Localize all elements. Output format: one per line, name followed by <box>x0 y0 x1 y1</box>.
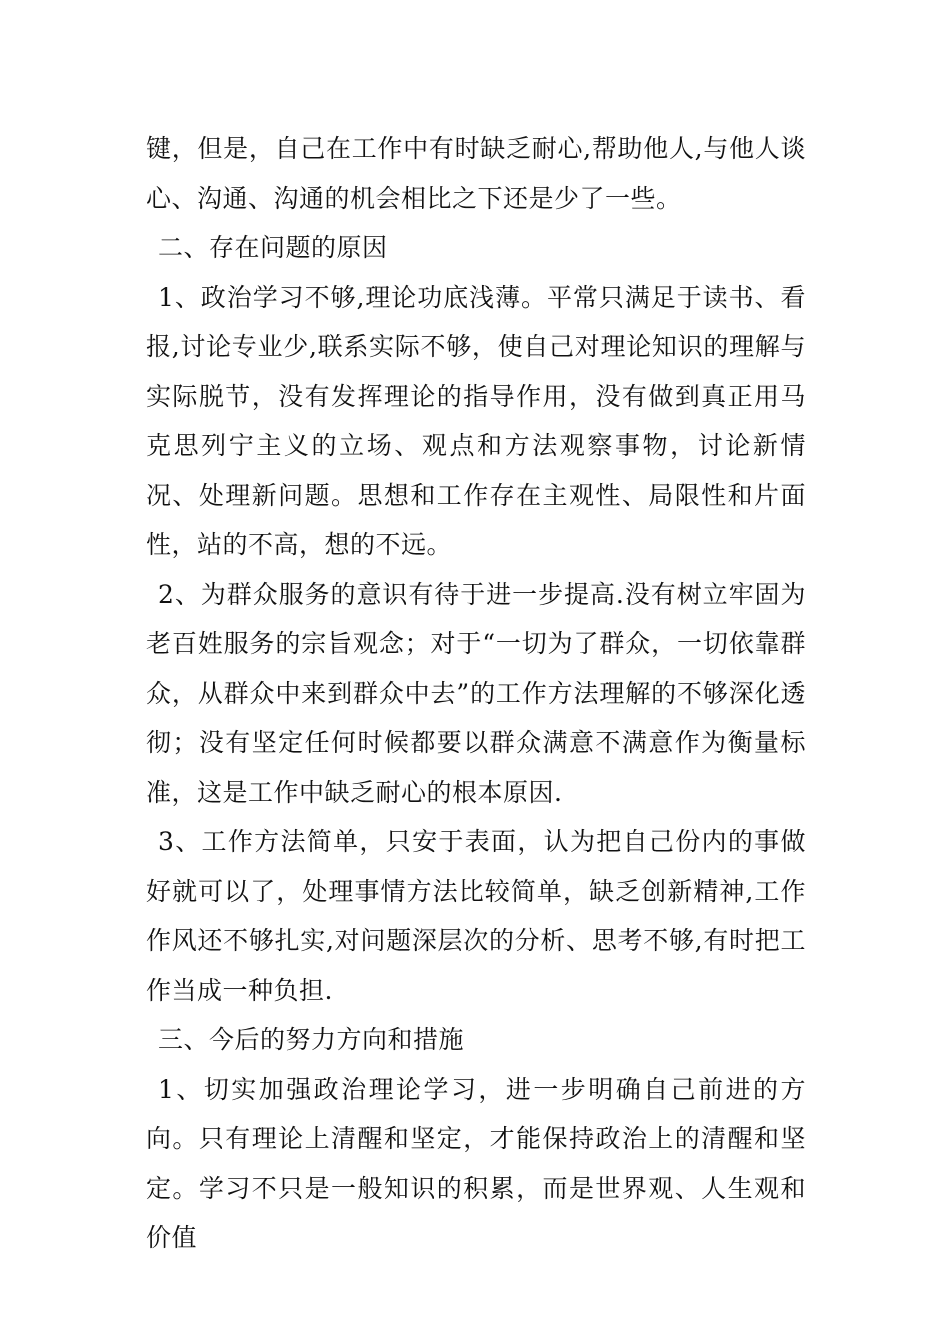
section-heading-causes: 二、存在问题的原因 <box>158 233 388 262</box>
paragraph-cause-3: 3、工作方法简单，只安于表面，认为把自己份内的事做好就可以了，处理事情方法比较简单，缺乏创新精神,工作作风还不够扎实,对问题深层次的分析、思考不够,有时把工作当成一种负担. <box>146 827 806 1005</box>
section-heading-measures: 三、今后的努力方向和措施 <box>158 1025 465 1054</box>
paragraph-continuation: 键，但是，自己在工作中有时缺乏耐心,帮助他人,与他人谈心、沟通、沟通的机会相比之下还是少了一些。 <box>146 134 806 213</box>
paragraph-measure-1: 1、切实加强政治理论学习，进一步明确自己前进的方向。只有理论上清醒和坚定，才能保持政治上的清醒和坚定。学习不只是一般知识的积累，而是世界观、人生观和价值 <box>146 1074 806 1252</box>
paragraph-cause-1: 1、政治学习不够,理论功底浅薄。平常只满足于读书、看报,讨论专业少,联系实际不够，使自己对理论知识的理解与实际脱节，没有发挥理论的指导作用，没有做到真正用马克思列宁主义的立场、观点和方法观察事物，讨论新情况、处理新问题。思想和工作存在主观性、局限性和片面性，站的不高，想的不远。 <box>146 282 806 559</box>
paragraph-cause-2: 2、为群众服务的意识有待于进一步提高.没有树立牢固为老百姓服务的宗旨观念；对于“一切为了群众，一切依靠群众，从群众中来到群众中去”的工作方法理解的不够深化透彻；没有坚定任何时候都要以群众满意不满意作为衡量标准，这是工作中缺乏耐心的根本原因. <box>146 579 806 807</box>
document-body <box>146 124 806 1263</box>
